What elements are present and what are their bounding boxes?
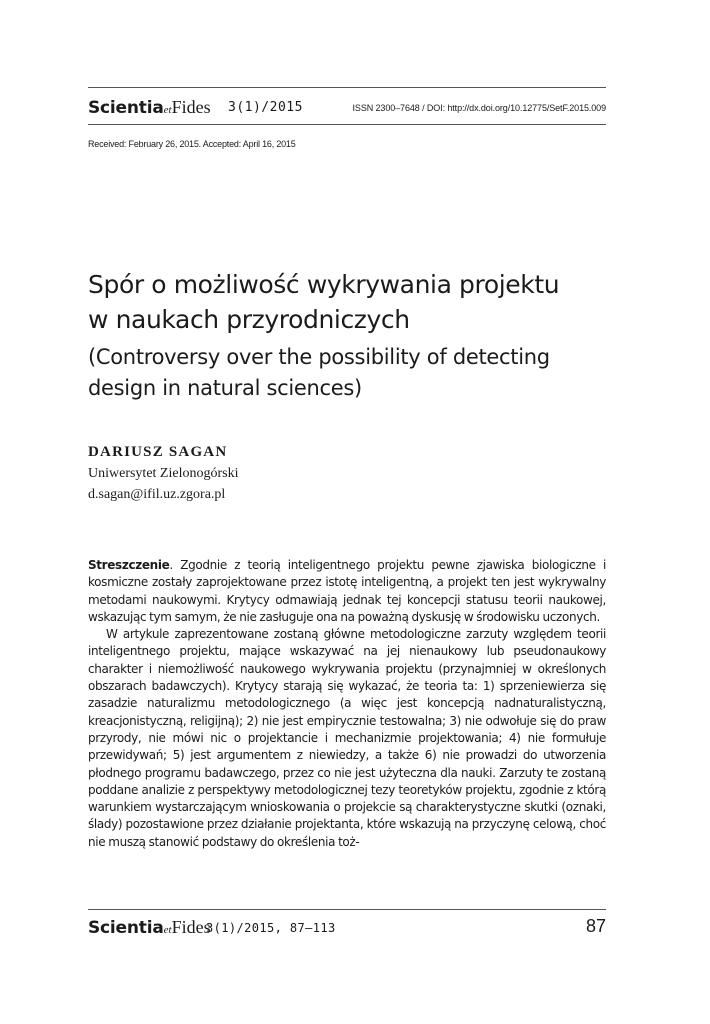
journal-logo: ScientiaetFides bbox=[88, 917, 211, 938]
abstract-label: Streszczenie bbox=[88, 558, 170, 572]
issue-number: 3(1)/2015 bbox=[228, 100, 303, 115]
abstract-paragraph bbox=[88, 557, 606, 626]
article-subtitle: (Controversy over the possibility of detecting design in natural sciences) bbox=[88, 345, 550, 400]
author-email[interactable]: d.sagan@ifil.uz.zgora.pl bbox=[88, 487, 226, 502]
header-top-rule bbox=[88, 87, 606, 88]
received-accepted-dates: Received: February 26, 2015. Accepted: April 16, 2015 bbox=[88, 139, 296, 149]
article-title: Spór o możliwość wykrywania projektu w naukach przyrodniczych bbox=[88, 270, 560, 334]
abstract-text: . Zgodnie z teorią inteligentnego projektu pewne zjawiska biologiczne i kosmiczne zostały zaprojektowane przez istotę inteligentną, a projekt ten jest wykrywalny metodami naukowymi. Krytycy odmawiają jednak tej koncepcji statusu teorii naukowej, wskazując tym samym, że nie zasługuje ona na poważną dyskusję w środowisku uczonych. bbox=[88, 558, 606, 624]
abstract-paragraph: W artykule zaprezentowane zostaną główne metodologiczne zarzuty względem teorii inteligentnego projektu, mające wskazywać na jej nienaukowy lub pseudonaukowy charakter i niemożliwość naukowego wykrywania projektu (przynajmniej w określonych obszarach badawczych). Krytycy starają się wykazać, że teoria ta: 1) sprzeniewierza się zasadzie naturalizmu metodologicznego (a więc jest koncepcją nadnaturalistyczną, kreacjonistyczną, religijną); 2) nie jest empirycznie testowalna; 3) nie odwołuje się do praw przyrody, nie mówi nic o projektancie i mechanizmie projektowania; 4) nie formułuje przewidywań; 5) jest argumentem z niewiedzy, a także 6) nie prowadzi do utworzenia płodnego programu badawczego, przez co nie jest użyteczna dla nauki. Zarzuty te zostaną poddane analizie z perspektywy metodologicznej tezy teoretyków projektu, zgodnie z którą warunkiem wystarczającym wnioskowania o projekcie są charakterystyczne skutki (oznaki, ślady) pozostawione przez działanie projektanta, które wskazują na przyczynę celową, choć nie muszą stanowić podstawy do określenia toż- bbox=[88, 627, 606, 849]
running-footer bbox=[88, 916, 606, 938]
issn-doi[interactable]: ISSN 2300–7648 / DOI: http://dx.doi.org/10.12775/SetF.2015.009 bbox=[352, 103, 606, 113]
footer-rule bbox=[88, 909, 606, 910]
abstract bbox=[88, 557, 606, 851]
author-name: DARIUSZ SAGAN bbox=[88, 444, 228, 460]
running-header bbox=[88, 97, 606, 119]
author-affiliation: Uniwersytet Zielonogórski bbox=[88, 466, 239, 481]
header-bottom-rule bbox=[88, 124, 606, 125]
citation: 3(1)/2015, 87–113 bbox=[206, 921, 336, 935]
journal-logo: ScientiaetFides bbox=[88, 97, 211, 118]
page-number: 87 bbox=[585, 916, 606, 936]
